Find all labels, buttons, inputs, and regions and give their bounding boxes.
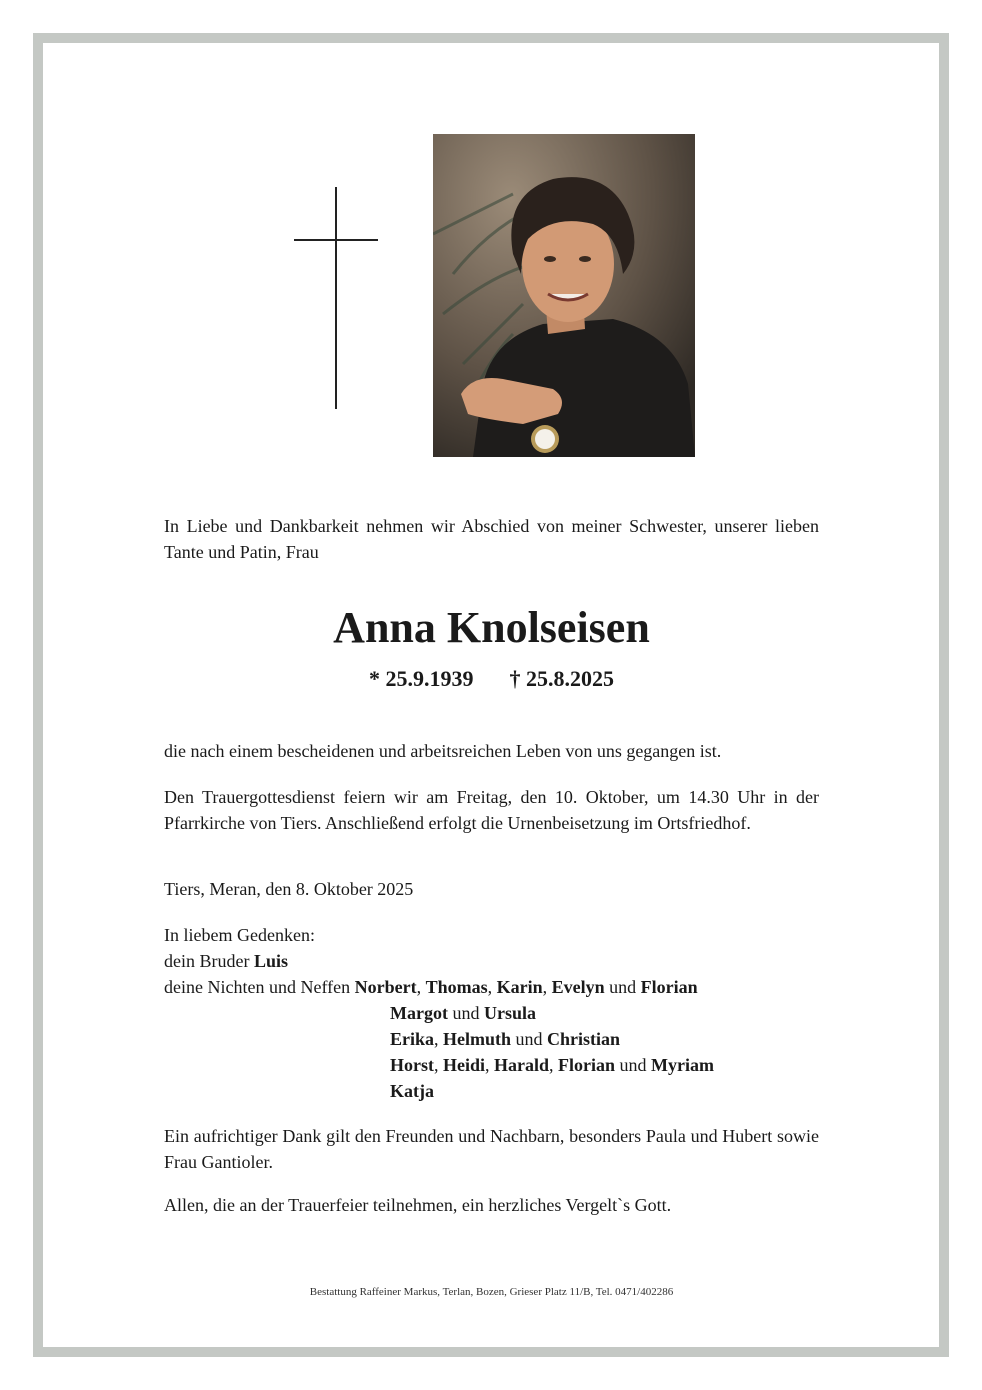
death-date: † 25.8.2025: [509, 666, 614, 691]
mourners-heading: In liebem Gedenken:: [164, 925, 315, 945]
mourners-list: [164, 922, 819, 1104]
closing-text: Allen, die an der Trauerfeier teilnehmen, ein herzliches Vergelt`s Gott.: [164, 1195, 672, 1215]
nieces-line-4: Horst, Heidi, Harald, Florian und Myriam: [390, 1055, 715, 1075]
brother-line: dein Bruder Luis: [164, 951, 289, 971]
life-dates: [164, 664, 819, 694]
thanks-text: Ein aufrichtiger Dank gilt den Freunden und Nachbarn, besonders Paula und Hubert sowie Frau Gantioler.: [164, 1126, 819, 1172]
nieces-line-1: deine Nichten und Neffen Norbert, Thomas, Karin, Evelyn und Florian: [164, 977, 698, 997]
nieces-line-5: Katja: [390, 1081, 434, 1101]
portrait-photo: [433, 134, 695, 457]
service-text: Den Trauergottesdienst feiern wir am Freitag, den 10. Oktober, um 14.30 Uhr in der Pfarrkirche von Tiers. Anschließend erfolgt die Urnenbeisetzung im Ortsfriedhof.: [164, 787, 819, 833]
funeral-home-footer: Bestattung Raffeiner Markus, Terlan, Bozen, Grieser Platz 11/B, Tel. 0471/402286: [309, 1286, 674, 1298]
nieces-line-3: Erika, Helmuth und Christian: [390, 1029, 621, 1049]
passage-text: die nach einem bescheidenen und arbeitsreichen Leben von uns gegangen ist.: [164, 741, 722, 761]
place-date: Tiers, Meran, den 8. Oktober 2025: [164, 879, 414, 899]
deceased-name: Anna Knolseisen: [333, 603, 650, 652]
intro-text: In Liebe und Dankbarkeit nehmen wir Abschied von meiner Schwester, unserer lieben Tante und Patin, Frau: [164, 516, 819, 562]
nieces-line-2: Margot und Ursula: [390, 1003, 536, 1023]
cross-icon: [294, 187, 378, 409]
birth-date: * 25.9.1939: [369, 666, 474, 691]
